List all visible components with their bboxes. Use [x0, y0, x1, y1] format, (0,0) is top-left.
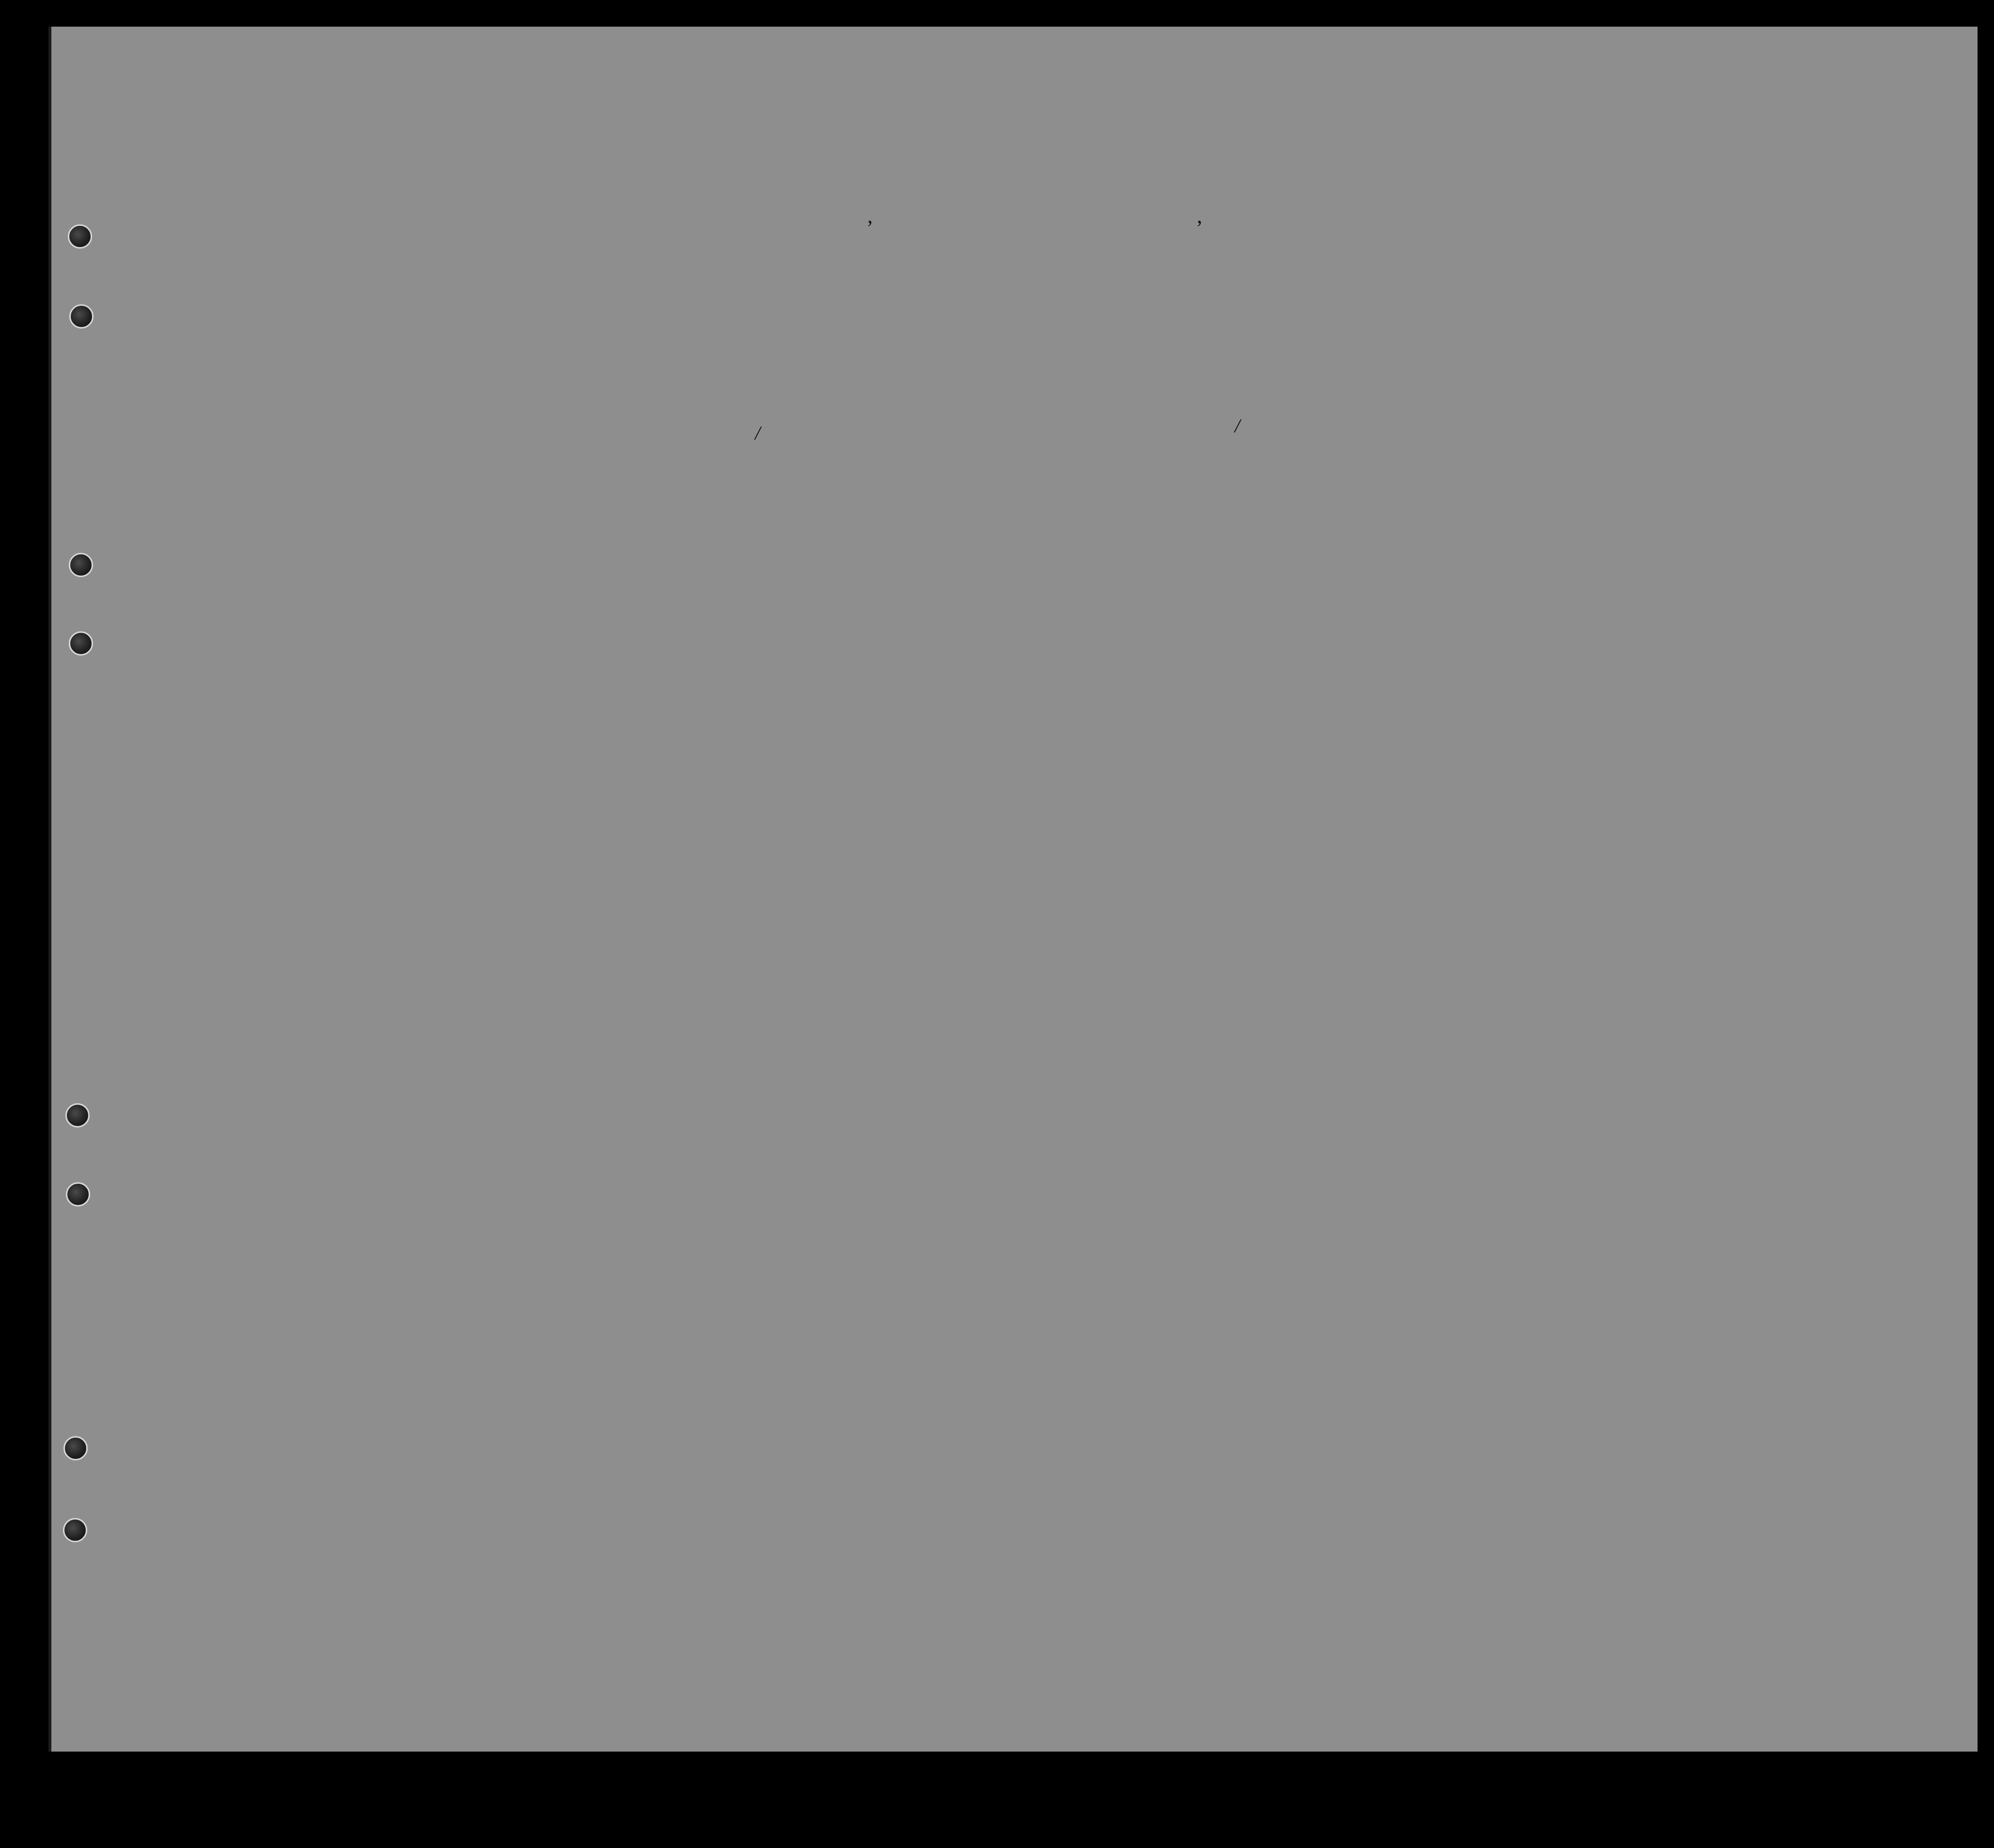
header-q28	[1389, 283, 1437, 405]
header-q29	[1440, 283, 1484, 405]
header-q30	[1488, 283, 1517, 405]
header-purpose-return	[1152, 297, 1186, 403]
check-mark: /	[1235, 415, 1240, 437]
check-mark: /	[755, 422, 761, 444]
